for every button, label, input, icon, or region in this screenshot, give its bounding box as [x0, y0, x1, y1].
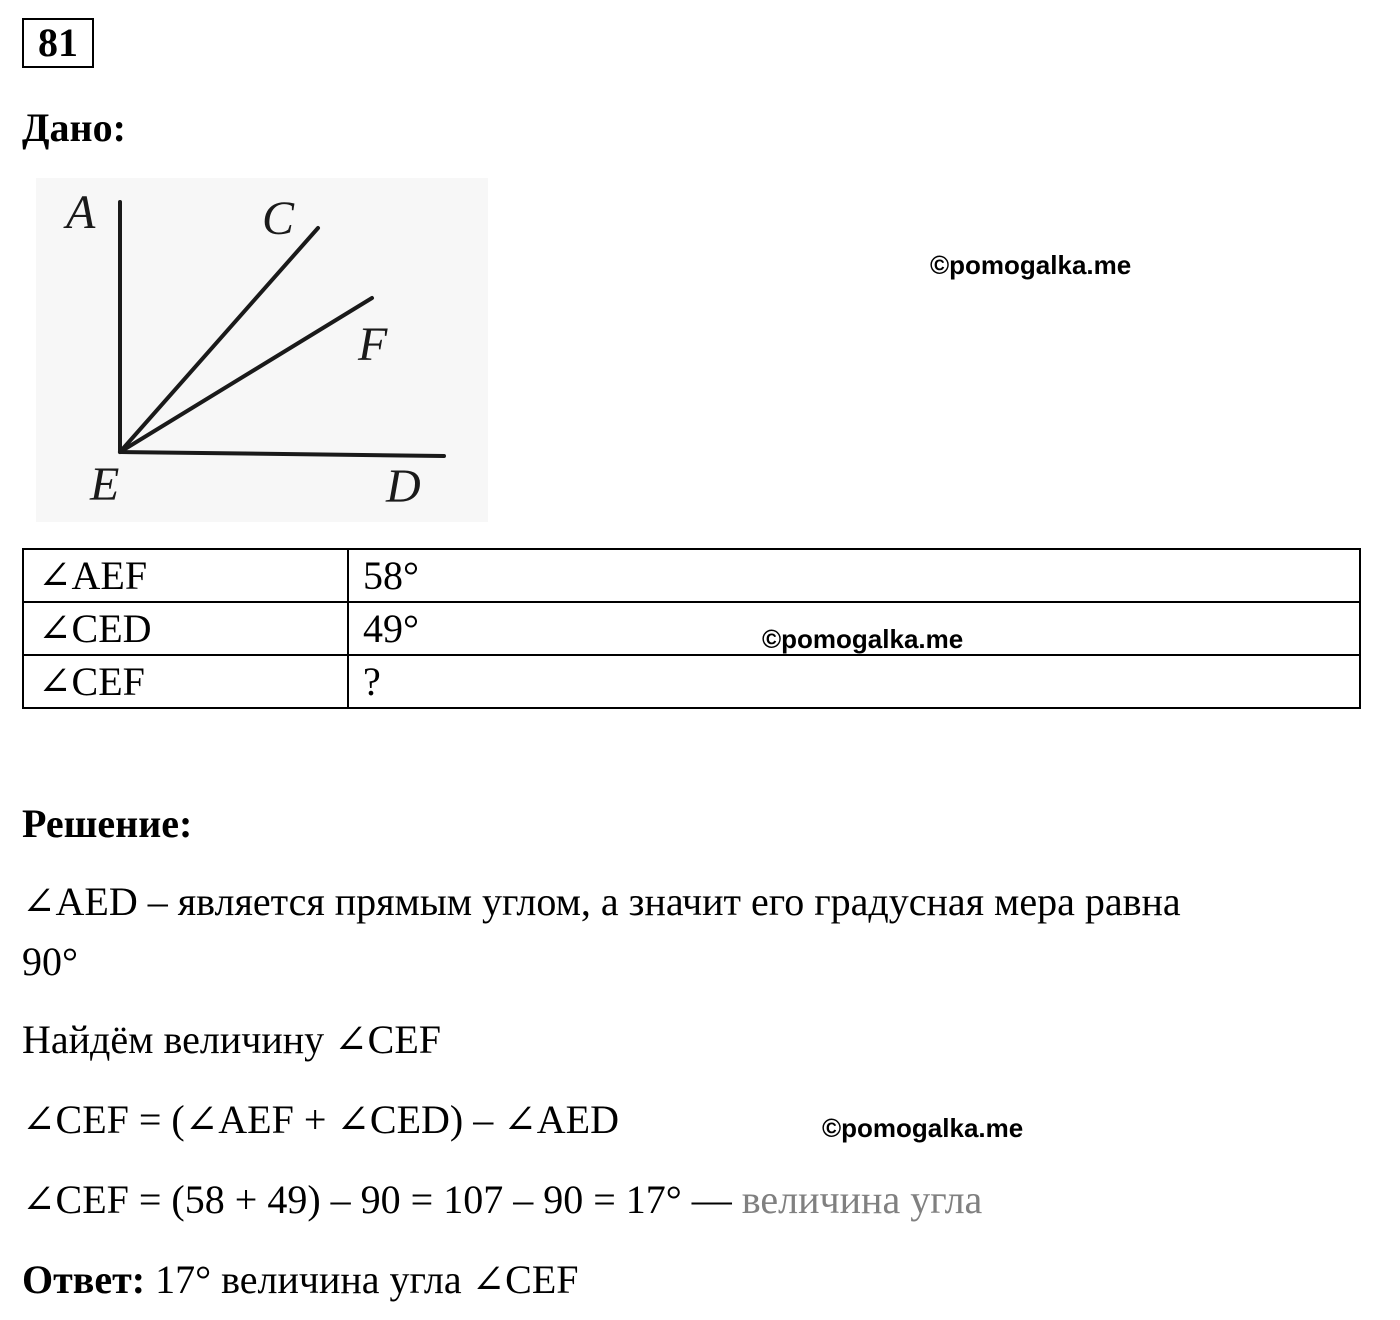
solution-line: Найдём величину ∠CEF	[22, 1017, 442, 1062]
problem-number: 81	[22, 18, 94, 68]
angle-figure-svg	[36, 178, 488, 522]
label-a: A	[66, 186, 96, 239]
ray-ed	[120, 452, 444, 456]
solution-line: ∠AED – является прямым углом, а значит его градусная мера равна	[22, 879, 1181, 924]
label-c: C	[262, 192, 295, 245]
given-value: 58°	[348, 549, 1360, 602]
label-e: E	[90, 458, 120, 511]
watermark: ©pomogalka.me	[762, 624, 964, 654]
given-heading: Дано:	[22, 105, 126, 150]
solution-heading: Решение:	[22, 801, 193, 846]
given-table	[22, 548, 1361, 709]
ray-ec	[120, 228, 318, 452]
label-d: D	[386, 460, 421, 513]
given-label: ∠CEF	[23, 655, 348, 708]
angle-figure	[36, 178, 488, 522]
table-row	[23, 549, 1360, 602]
given-label: ∠AEF	[23, 549, 348, 602]
answer-line	[22, 1256, 579, 1304]
table-row	[23, 602, 1360, 655]
label-f: F	[358, 318, 388, 371]
given-value: 49°	[348, 602, 1360, 655]
ray-ef	[120, 298, 372, 452]
watermark: ©pomogalka.me	[822, 1113, 1024, 1143]
table-row	[23, 655, 1360, 708]
given-label: ∠CED	[23, 602, 348, 655]
solution-line: 90°	[22, 939, 78, 984]
calculation-note: величина угла	[741, 1177, 983, 1222]
solution-line	[22, 1176, 982, 1224]
answer-text: 17° величина угла ∠CEF	[145, 1257, 579, 1302]
solution-line: ∠CEF = (∠AEF + ∠CED) – ∠AED	[22, 1097, 619, 1142]
answer-label: Ответ:	[22, 1257, 146, 1302]
calculation-text: ∠CEF = (58 + 49) – 90 = 107 – 90 = 17° —	[22, 1177, 742, 1222]
watermark: ©pomogalka.me	[930, 250, 1132, 280]
given-value: ?	[348, 655, 1360, 708]
